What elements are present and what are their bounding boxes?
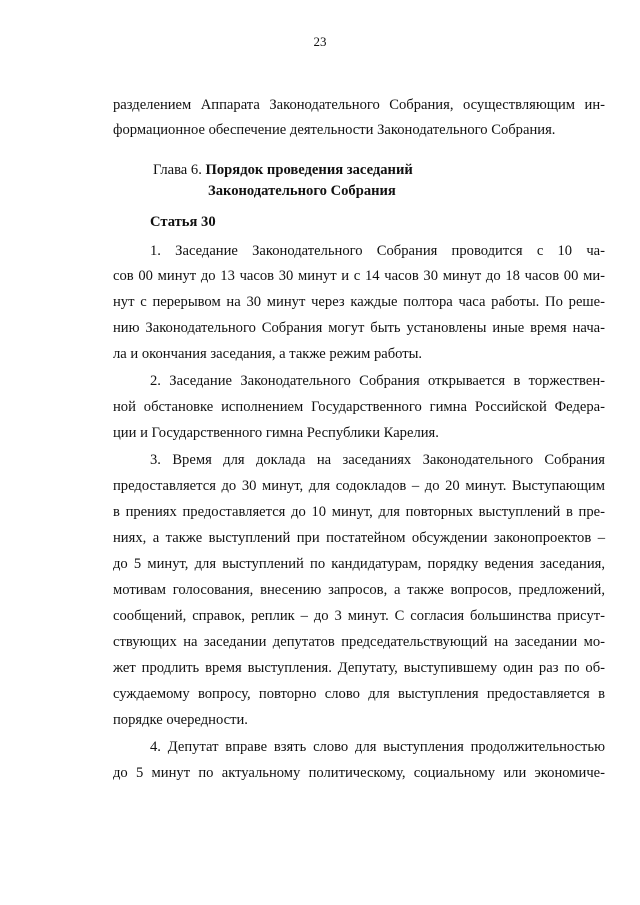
paragraph-1-line-4: нию Законодательного Собрания могут быть установлены иные время нача- — [113, 320, 605, 336]
paragraph-4-line-2: до 5 минут по актуальному политическому, социальному или экономиче- — [113, 765, 605, 781]
paragraph-3-line-6: мотивам голосования, внесению запросов, а также вопросов, предложений, — [113, 582, 605, 598]
paragraph-3-line-7: сообщений, справок, реплик – до 3 минут. С согласия большинства присут- — [113, 608, 605, 624]
intro-line-1: разделением Аппарата Законодательного Собрания, осуществляющим ин- — [113, 97, 605, 113]
paragraph-3-line-9: жет продлить время выступления. Депутату, выступившему один раз по об- — [113, 660, 605, 676]
paragraph-2-line-1: 2. Заседание Законодательного Собрания открывается в торжествен- — [150, 373, 605, 389]
chapter-heading — [153, 160, 413, 180]
paragraph-3-line-3: в прениях предоставляется до 10 минут, для повторных выступлений в пре- — [113, 504, 605, 520]
paragraph-3-line-11: порядке очередности. — [113, 712, 248, 728]
chapter-title-line-2: Законодательного Собрания — [208, 183, 396, 199]
paragraph-1-line-5: ла и окончания заседания, а также режим работы. — [113, 346, 423, 362]
paragraph-3-line-4: ниях, а также выступлений при постатейном обсуждении законопроектов – — [113, 530, 605, 546]
paragraph-1-line-2: сов 00 минут до 13 часов 30 минут и с 14 часов 30 минут до 18 часов 00 ми- — [113, 268, 605, 284]
article-heading: Статья 30 — [150, 214, 216, 230]
intro-line-2: формационное обеспечение деятельности Законодательного Собрания. — [113, 122, 556, 138]
page-number: 23 — [313, 34, 327, 49]
paragraph-1-line-3: нут с перерывом на 30 минут через каждые полтора часа работы. По реше- — [113, 294, 605, 310]
paragraph-3-line-10: суждаемому вопросу, повторно слово для выступления предоставляется в — [113, 686, 605, 702]
paragraph-3-line-8: ствующих на заседании депутатов председательствующий на заседании мо- — [113, 634, 605, 650]
paragraph-2-line-3: ции и Государственного гимна Республики Карелия. — [113, 425, 439, 441]
chapter-title-line-1: Порядок проведения заседаний — [205, 162, 413, 178]
paragraph-3-line-2: предоставляется до 30 минут, для содокладов – до 20 минут. Выступающим — [113, 478, 605, 494]
paragraph-2-line-2: ной обстановке исполнением Государственного гимна Российской Федера- — [113, 399, 605, 415]
paragraph-4-line-1: 4. Депутат вправе взять слово для выступления продолжительностью — [150, 739, 605, 755]
paragraph-3-line-1: 3. Время для доклада на заседаниях Законодательного Собрания — [150, 452, 605, 468]
chapter-prefix: Глава 6. — [153, 162, 202, 178]
paragraph-1-line-1: 1. Заседание Законодательного Собрания проводится с 10 ча- — [150, 243, 605, 259]
paragraph-3-line-5: до 5 минут, для выступлений по кандидатурам, порядку ведения заседания, — [113, 556, 605, 572]
